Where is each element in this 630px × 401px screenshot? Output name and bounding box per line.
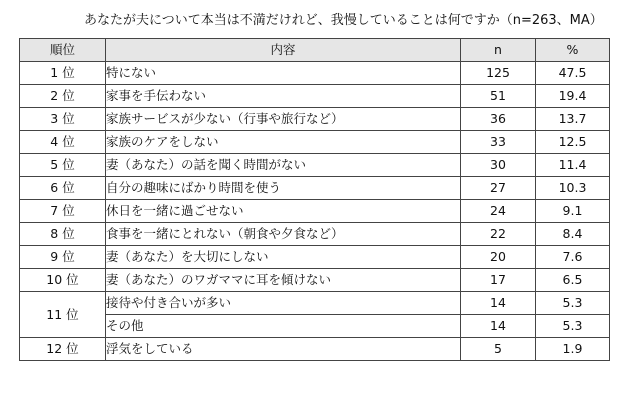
pct-cell: 11.4	[536, 154, 610, 177]
table-row	[20, 62, 610, 85]
n-cell: 22	[461, 223, 536, 246]
rank-cell: 12 位	[20, 338, 106, 361]
content-cell: 家族サービスが少ない（行事や旅行など）	[106, 108, 461, 131]
pct-cell: 10.3	[536, 177, 610, 200]
table-row	[20, 315, 610, 338]
table-row	[20, 177, 610, 200]
content-cell: その他	[106, 315, 461, 338]
n-cell: 17	[461, 269, 536, 292]
content-cell: 妻（あなた）を大切にしない	[106, 246, 461, 269]
rank-cell: 7 位	[20, 200, 106, 223]
header-n: n	[461, 39, 536, 62]
rank-cell: 11 位	[20, 292, 106, 338]
ranking-table	[19, 38, 610, 361]
rank-cell: 10 位	[20, 269, 106, 292]
pct-cell: 1.9	[536, 338, 610, 361]
n-cell: 24	[461, 200, 536, 223]
content-cell: 妻（あなた）の話を聞く時間がない	[106, 154, 461, 177]
table-row	[20, 200, 610, 223]
content-cell: 妻（あなた）のワガママに耳を傾けない	[106, 269, 461, 292]
table-title: あなたが夫について本当は不満だけれど、我慢していることは何ですか（n=263、MA）	[84, 13, 603, 28]
rank-cell: 5 位	[20, 154, 106, 177]
n-cell: 125	[461, 62, 536, 85]
content-cell: 家族のケアをしない	[106, 131, 461, 154]
table-row	[20, 154, 610, 177]
header-content: 内容	[106, 39, 461, 62]
content-cell: 休日を一緒に過ごせない	[106, 200, 461, 223]
table-row	[20, 292, 610, 315]
pct-cell: 13.7	[536, 108, 610, 131]
table-row	[20, 131, 610, 154]
rank-cell: 8 位	[20, 223, 106, 246]
n-cell: 33	[461, 131, 536, 154]
table-row	[20, 85, 610, 108]
rank-cell: 2 位	[20, 85, 106, 108]
table-row	[20, 246, 610, 269]
rank-cell: 3 位	[20, 108, 106, 131]
pct-cell: 12.5	[536, 131, 610, 154]
header-row	[20, 39, 610, 62]
table-row	[20, 338, 610, 361]
pct-cell: 9.1	[536, 200, 610, 223]
rank-cell: 6 位	[20, 177, 106, 200]
header-pct: %	[536, 39, 610, 62]
pct-cell: 5.3	[536, 292, 610, 315]
content-cell: 家事を手伝わない	[106, 85, 461, 108]
pct-cell: 7.6	[536, 246, 610, 269]
n-cell: 36	[461, 108, 536, 131]
content-cell: 自分の趣味にばかり時間を使う	[106, 177, 461, 200]
table-row	[20, 269, 610, 292]
n-cell: 51	[461, 85, 536, 108]
content-cell: 浮気をしている	[106, 338, 461, 361]
n-cell: 5	[461, 338, 536, 361]
table-row	[20, 108, 610, 131]
n-cell: 30	[461, 154, 536, 177]
content-cell: 食事を一緒にとれない（朝食や夕食など）	[106, 223, 461, 246]
content-cell: 特にない	[106, 62, 461, 85]
header-rank: 順位	[20, 39, 106, 62]
pct-cell: 47.5	[536, 62, 610, 85]
n-cell: 14	[461, 292, 536, 315]
n-cell: 27	[461, 177, 536, 200]
rank-cell: 4 位	[20, 131, 106, 154]
rank-cell: 9 位	[20, 246, 106, 269]
pct-cell: 5.3	[536, 315, 610, 338]
table-row	[20, 223, 610, 246]
n-cell: 20	[461, 246, 536, 269]
content-cell: 接待や付き合いが多い	[106, 292, 461, 315]
n-cell: 14	[461, 315, 536, 338]
pct-cell: 8.4	[536, 223, 610, 246]
rank-cell: 1 位	[20, 62, 106, 85]
pct-cell: 19.4	[536, 85, 610, 108]
pct-cell: 6.5	[536, 269, 610, 292]
